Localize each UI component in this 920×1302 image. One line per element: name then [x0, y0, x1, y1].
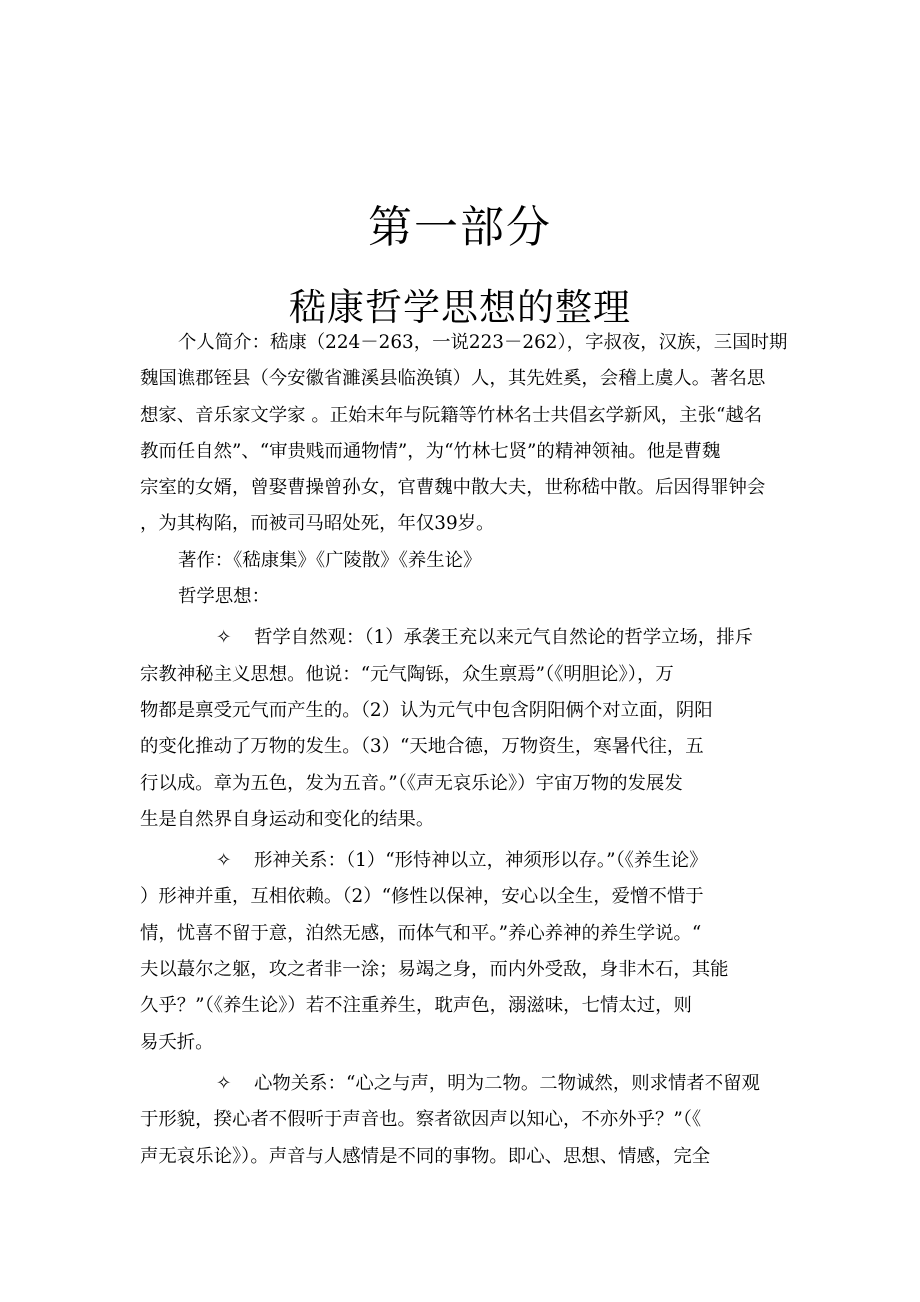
diamond-bullet-icon: ✧	[216, 627, 232, 649]
section-body-spirit	[140, 843, 778, 1061]
section-line: 久乎？”（《养生论》）若不注重养生，耽声色，溺滋味，七情太过，则	[140, 995, 692, 1017]
section-first-line: 形神关系：（1）“形恃神以立，神须形以存。”（《养生论》	[254, 850, 708, 872]
intro-line: 宗室的女婿，曾娶曹操曾孙女，官曹魏中散大夫，世称嵇中散。后因得罪钟会	[140, 477, 766, 499]
section-line: 行以成。章为五色，发为五音。”（《声无哀乐论》）宇宙万物的发展发	[140, 772, 683, 794]
section-line: 易夭折。	[140, 1031, 214, 1053]
section-line: 生是自然界自身运动和变化的结果。	[140, 808, 435, 830]
diamond-bullet-icon: ✧	[216, 850, 232, 872]
section-mind-matter	[140, 1066, 778, 1175]
intro-line: 个人简介：嵇康（224－263，一说223－262），字叔夜，汉族，三国时期	[178, 332, 788, 353]
section-line: 物都是禀受元气而产生的。（2）认为元气中包含阴阳俩个对立面，阴阳	[140, 699, 713, 721]
diamond-bullet-icon: ✧	[216, 1072, 232, 1094]
section-line: 的变化推动了万物的发生。（3）“天地合德，万物资生，寒暑代往，五	[140, 736, 704, 758]
intro-line: 想家、音乐家文学家 。正始末年与阮籍等竹林名士共倡玄学新风，主张“越名	[140, 404, 763, 426]
section-line: ）形神并重，互相依赖。（2）“修性以保神，安心以全生，爱憎不惜于	[140, 886, 704, 908]
page-title: 第一部分	[368, 202, 552, 253]
section-nature	[140, 620, 778, 838]
section-first-line: 哲学自然观：（1）承袭王充以来元气自然论的哲学立场，排斥	[254, 627, 754, 649]
section-line: 于形貌，揆心者不假听于声音也。察者欲因声以知心，不亦外乎？”（《	[140, 1109, 702, 1131]
section-line: 声无哀乐论》）。声音与人感情是不同的事物。即心、思想、情感，完全	[140, 1145, 711, 1167]
philosophy-label: 哲学思想：	[178, 586, 270, 608]
intro-paragraph	[140, 325, 788, 543]
document-body	[140, 325, 788, 1175]
works-line: 著作：《嵇康集》《广陵散》《养生论》	[178, 549, 482, 571]
section-line: 夫以蕞尔之躯，攻之者非一涂；易竭之身，而内外受敌，身非木石，其能	[140, 959, 729, 981]
intro-line: 教而任自然”、“审贵贱而通物情”，为“竹林七贤”的精神领袖。他是曹魏	[140, 440, 721, 462]
section-first-line: 心物关系：“心之与声，明为二物。二物诚然，则求情者不留观	[254, 1072, 760, 1094]
section-line: 情，忧喜不留于意，泊然无感，而体气和平。”养心养神的养生学说。“	[140, 922, 702, 944]
section-line: 宗教神秘主义思想。他说：“元气陶铄，众生禀焉”（《明胆论》），万	[140, 663, 674, 685]
intro-line: ，为其构陷，而被司马昭处死，年仅39岁。	[140, 513, 495, 535]
page-subtitle: 嵇康哲学思想的整理	[289, 286, 631, 329]
intro-line: 魏国谯郡铚县（今安徽省濉溪县临涣镇）人，其先姓奚，会稽上虞人。著名思	[140, 368, 766, 390]
